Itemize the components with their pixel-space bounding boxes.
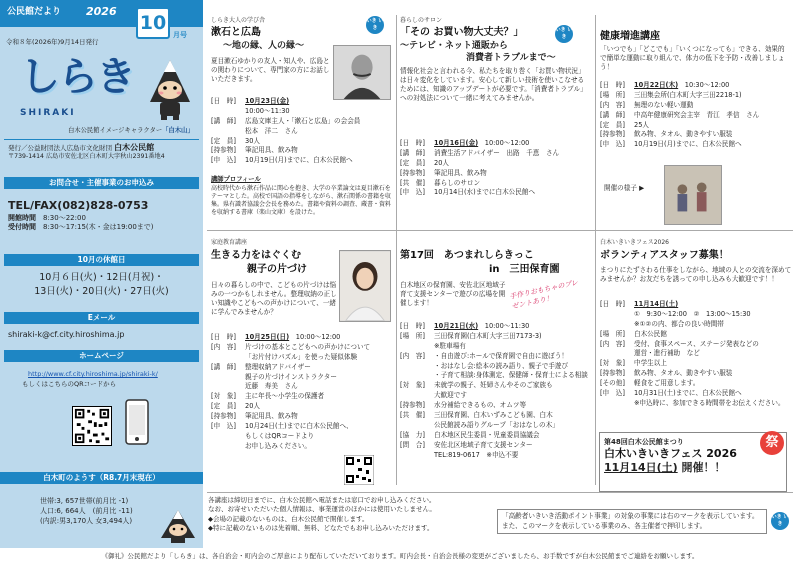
volunteer-title: ボランティアスタッフ募集！ — [600, 250, 729, 261]
publisher-line: 発行／公益財団法人広島市文化財団 — [8, 144, 112, 152]
detail-value: 片づけの基本とこどもへの声かけについて — [245, 342, 371, 351]
holidays-line2: 13日(火)・20日(火)・27日(火) — [34, 286, 169, 298]
mascot-name: 「白木山」 — [162, 127, 194, 134]
detail-value: ・子育て相談:身体測定、保健師・保育士による相談 — [434, 371, 588, 380]
detail-value: 中学生以上 — [634, 359, 667, 368]
detail-value: 親子の片づけインストラクター — [245, 372, 337, 381]
detail-row — [600, 349, 795, 359]
detail-key: [講 師] — [400, 148, 425, 157]
detail-row — [211, 402, 396, 412]
badge-text: いき いき — [555, 27, 573, 40]
badge-text: いき いき — [771, 514, 789, 527]
detail-row — [600, 140, 795, 150]
lecture-details — [211, 97, 396, 166]
gathering-details — [400, 322, 595, 460]
detail-row — [600, 359, 795, 369]
salon-subtitle1: ～テレビ・ネット通販から — [400, 41, 508, 51]
detail-value: 筆記用具、飲み物 — [434, 168, 487, 177]
lecture-desc: 夏目漱石ゆかりの友人・知人や、広島との関わりについて、専門家の方にお話しいただきます。 — [211, 57, 330, 83]
detail-key: [持参物] — [400, 168, 425, 177]
detail-value: 三田集会所(白木町大字三田2218-1) — [634, 90, 742, 99]
holiday-bar: 10月の休館日 — [4, 254, 199, 266]
detail-key: [場 所] — [600, 329, 625, 338]
logo — [14, 52, 194, 122]
ikiiki-badge-icon — [771, 512, 789, 530]
detail-value: 10月24日(土)までに白木公民館へ、 — [245, 422, 353, 431]
parenting-label: 家庭教育講座 — [211, 239, 248, 246]
town-households: 世帯:3, 657世帯(前月比 -1) — [40, 497, 129, 505]
detail-value: 10月19日(月)までに、白木公民館へ — [245, 156, 353, 165]
detail-key: [内 容] — [600, 100, 625, 109]
detail-value: ・自由遊び:ホールで保育園で自由に遊ぼう！ — [434, 351, 568, 360]
detail-row — [400, 391, 595, 401]
salon-label: 暮らしのサロン — [400, 17, 443, 24]
detail-row — [400, 332, 595, 342]
parenting-details — [211, 333, 396, 452]
detail-value: 消費生活アドバイザー 出路 千恵 さん — [434, 148, 560, 157]
detail-value: 軽食をご用意します。 — [634, 379, 700, 388]
detail-row — [400, 362, 595, 372]
detail-row — [600, 369, 795, 379]
detail-value: 近藤 寿美 さん — [245, 382, 298, 391]
detail-value: 松本 洋二 さん — [245, 126, 298, 135]
mascot-small-icon — [158, 508, 198, 544]
detail-value: 10月16日(金) — [434, 139, 479, 147]
detail-value-extra: 10:00～12:00 — [289, 333, 341, 341]
detail-row — [600, 101, 795, 111]
detail-row — [600, 300, 795, 310]
detail-value-extra: 10:00～11:30 — [478, 322, 530, 330]
detail-value: 10月25日(日) — [245, 333, 290, 341]
detail-row — [400, 322, 595, 332]
publisher-address: 〒739-1414 広島市安佐北区白木町大字秋山2391番地4 — [8, 153, 165, 160]
detail-value: 安佐北区地域子育て支援センター — [434, 440, 533, 449]
detail-value: 三田保育園(白木町大字三田7173-3) — [434, 331, 542, 340]
detail-row — [600, 330, 795, 340]
detail-key: [日 時] — [600, 300, 625, 308]
badge-text: いき いき — [366, 18, 384, 31]
smartphone-icon — [122, 398, 152, 448]
detail-key: [対 象] — [600, 359, 625, 368]
detail-key: [講 師] — [211, 362, 236, 371]
detail-key: [問 合] — [400, 440, 425, 449]
open-time: 8:30～22:00 — [43, 214, 86, 222]
detail-row — [600, 379, 795, 389]
detail-row — [211, 333, 396, 343]
mascot-icon — [146, 56, 194, 122]
detail-row — [400, 149, 595, 159]
detail-row — [211, 353, 396, 363]
detail-value: 中高年健康研究会主宰 青江 孝信 さん — [634, 110, 760, 119]
detail-value: ※申込時に、参加できる時間帯をお伝えください。 — [634, 398, 785, 407]
notice-line: 各講座は締切日までに、白木公民館へ電話または窓口でお申し込みください。 — [208, 496, 436, 504]
festival-content — [604, 438, 774, 475]
logo-text: しらき — [20, 54, 134, 100]
festival-date: 11月14日(土) — [604, 461, 678, 475]
detail-key: [定 員] — [400, 158, 425, 167]
logo-romaji: SHIRAKI — [20, 108, 76, 118]
detail-value: 10月21日(水) — [434, 322, 479, 330]
detail-key: [日 時] — [400, 139, 425, 147]
photo-caption: 開催の様子 ▶ — [604, 184, 645, 192]
detail-value: 30人 — [245, 136, 260, 145]
detail-row — [400, 381, 595, 391]
portrait-icon — [340, 251, 390, 321]
lecture-subtitle: ～地の縁、人の縁～ — [223, 41, 305, 51]
detail-key: [申 込] — [600, 389, 625, 398]
festival-suffix: 開催！！ — [681, 461, 726, 475]
detail-key: [場 所] — [600, 90, 625, 99]
portrait-icon — [334, 46, 390, 99]
detail-key: [その他] — [600, 379, 625, 388]
town-population: 人口:6, 664人 (前月比 -11) — [40, 506, 133, 515]
parenting-portrait — [339, 250, 391, 322]
open-label: 開館時間 — [8, 214, 36, 222]
photo-caption-text: 開催の様子 — [604, 184, 637, 192]
detail-value: 無理のない軽い運動 — [634, 100, 694, 109]
detail-row — [211, 392, 396, 402]
row-divider — [207, 230, 793, 231]
salon-subtitle2: 消費者トラブルまで～ — [466, 53, 556, 63]
detail-value: 白木公民館 — [634, 329, 667, 338]
detail-value: 11月14日(土) — [634, 300, 679, 308]
detail-value: お申し込みください。 — [245, 441, 311, 450]
detail-key: [共 催] — [400, 178, 425, 187]
issued-date: 令和８年(2026年)9月14日発行 — [6, 38, 99, 46]
health-photo — [664, 165, 722, 225]
detail-key: [講 師] — [600, 110, 625, 119]
detail-key: [協 力] — [400, 430, 425, 439]
newsletter-name: 公民館だより — [7, 7, 62, 17]
town-stats — [40, 497, 133, 526]
lecture-title: 漱石と広島 — [211, 27, 261, 38]
salon-details — [400, 139, 595, 198]
detail-row — [600, 399, 795, 409]
detail-value: 飲み物、タオル、動きやすい服装 — [634, 130, 733, 139]
lecture-portrait — [333, 45, 391, 100]
detail-value: 未就学の親子、妊婦さんやそのご家族も — [434, 381, 553, 390]
detail-row — [211, 363, 396, 373]
detail-value: 公民館読み語りグループ「おはなしの木」 — [434, 420, 559, 429]
profile-title: 講師プロフィール — [211, 176, 261, 183]
detail-key: [持参物] — [400, 401, 425, 410]
detail-row — [211, 432, 396, 442]
detail-key: [申 込] — [600, 140, 625, 149]
detail-row — [211, 412, 396, 422]
town-bar: 白木町のようす（R8.7月末現在） — [0, 472, 203, 484]
detail-row — [400, 441, 595, 451]
qr-code-icon[interactable] — [344, 455, 374, 485]
detail-key: [申 込] — [400, 188, 425, 197]
detail-row — [211, 343, 396, 353]
detail-value: 大歓迎です — [434, 391, 467, 400]
month-label: 月号 — [173, 31, 187, 39]
row-divider — [207, 492, 793, 493]
health-desc: 「いつでも」「どこでも」「いくつになっても」できる、効果的で簡単な運動に取り組んで、体力の低下を予防・改善しましょう！ — [600, 45, 785, 71]
detail-key: [講 師] — [211, 116, 236, 125]
detail-row — [400, 421, 595, 431]
detail-row — [400, 179, 595, 189]
detail-row — [600, 81, 795, 91]
publisher — [8, 143, 154, 153]
mascot-caption — [68, 127, 194, 135]
publisher-name: 白木公民館 — [114, 143, 155, 152]
detail-row — [211, 373, 396, 383]
detail-key: [持参物] — [600, 369, 625, 378]
detail-value: ・おはなし会:絵本の読み語り、親子で手遊び — [434, 361, 569, 370]
detail-row — [600, 389, 795, 399]
header-year: 2026 — [86, 5, 117, 18]
detail-value: 筆記用具、飲み物 — [245, 412, 298, 421]
mascot-caption-prefix: 白木公民館イメージキャラクター — [68, 127, 163, 134]
detail-value: 水分補給できるもの、オムツ等 — [434, 401, 527, 410]
holidays-line1: 10月６日(火)・12日(月祝)・ — [39, 272, 164, 283]
detail-value: 25人 — [634, 120, 649, 129]
detail-key: [内 容] — [400, 351, 425, 360]
volunteer-desc: まつりにたずさわる仕事をしながら、地域の人との交流を深めてみませんか？お友だちを誘っての申し込みも大歓迎です！！ — [600, 266, 792, 283]
detail-key: [持参物] — [211, 146, 236, 155]
detail-value: 10:00～11:30 — [245, 106, 290, 115]
holidays — [8, 271, 195, 300]
detail-value: 20人 — [434, 158, 449, 167]
detail-key: [対 象] — [400, 381, 425, 390]
detail-value: 10月22日(木) — [634, 81, 679, 89]
detail-row — [211, 117, 396, 127]
parenting-title2: 親子の片づけ — [247, 264, 307, 275]
gathering-title2: in 三田保育園 — [489, 264, 560, 275]
qr-code-icon[interactable] — [72, 406, 112, 446]
divider — [4, 139, 199, 140]
detail-row — [211, 442, 396, 452]
detail-row — [400, 401, 595, 411]
detail-value: 整理収納アドバイザー — [245, 362, 311, 371]
detail-row — [400, 431, 595, 441]
homepage-bar: ホームページ — [4, 350, 199, 362]
detail-row — [211, 137, 396, 147]
lecture-label: しらき大人の学び舎 — [211, 17, 266, 24]
notice-line: ◆会場の記載のないものは、白木公民館で開催します。 — [208, 514, 369, 523]
detail-value: TEL:819-0617 ※申込不要 — [434, 450, 519, 459]
hours — [8, 214, 154, 232]
notice-line: なお、お寄せいただいた個人情報は、事業運営のほかには使用いたしません。 — [208, 505, 436, 514]
detail-row — [600, 91, 795, 101]
detail-value: 10月23日(金) — [245, 97, 290, 105]
detail-key: [持参物] — [211, 412, 236, 421]
detail-value: 主に年長～小学生の保護者 — [245, 392, 325, 401]
detail-value: 10月19日(月)までに、白木公民館へ — [634, 140, 742, 149]
profile-text: 高校時代から漱石作品に関心を抱き、大学の卒業論文は夏目漱石をテーマとした。高校で国語の指導をしながら、漱石関係の書籍を収集。県有識者協議会会長を務めた。書籍や資料の調査、蔵書・資料を収納する書庫（楽山文庫）を設けた。 — [211, 185, 392, 217]
detail-key: [内 容] — [600, 339, 625, 348]
detail-value: ※①②の内、都合の良い時間帯 — [634, 319, 724, 328]
detail-key: [内 容] — [211, 342, 236, 351]
detail-row — [600, 320, 795, 330]
detail-row — [600, 111, 795, 121]
footer: 《御礼》公民館だより「しらき」は、各自治会・町内会のご厚意により配布していただいております。町内会長・自治会長様の変更がございましたら、お手数ですが白木公民館までご連絡をお願いします。 — [101, 552, 699, 560]
detail-row — [600, 121, 795, 131]
detail-row — [211, 97, 396, 107]
detail-key: [場 所] — [400, 331, 425, 340]
detail-value: 10月31日(土)までに、白木公民館へ — [634, 389, 742, 398]
detail-key: [申 込] — [211, 422, 236, 431]
parenting-title1: 生きる力をはぐくむ — [211, 250, 301, 261]
festival-title: 白木いきいきフェス 2026 — [604, 446, 737, 460]
month-number: 10 — [136, 7, 170, 39]
detail-key: [申 込] — [211, 156, 236, 165]
detail-row — [211, 107, 396, 117]
detail-value: 「お片付けパズル」を使った疑似体験 — [245, 352, 358, 361]
detail-row — [211, 382, 396, 392]
detail-value: 白木地区民生委員・児童委員協議会 — [434, 430, 540, 439]
parenting-desc: 日々の暮らしの中で、こどもの片づけは悩みの一つかもしれません。整理収納の正しい知識やこどもへの声かけについて、一緒に学んでみませんか？ — [211, 281, 337, 316]
volunteer-details — [600, 300, 795, 409]
point-notice: 「高齢者いきいき活動ポイント事業」の対象の事業には右のマークを表示しています。また、このマークを表示している事業のみ、各主催者で押印します。 — [497, 509, 767, 534]
detail-row — [400, 139, 595, 149]
email-bar: Eメール — [4, 312, 199, 324]
detail-key: [対 象] — [211, 392, 236, 401]
detail-row — [211, 127, 396, 137]
detail-row — [600, 340, 795, 350]
detail-row — [400, 159, 595, 169]
detail-row — [400, 352, 595, 362]
gathering-desc: 白木地区の保育園、安佐北区地域子育て支援センターで遊びの広場を開催します！ — [400, 281, 506, 307]
detail-row — [211, 156, 396, 166]
homepage-link[interactable]: http://www.cf.city.hiroshima.jp/shiraki-k/ — [28, 370, 158, 378]
detail-key: [日 時] — [400, 322, 425, 330]
email-address[interactable]: shiraki-k@cf.city.hiroshima.jp — [8, 330, 125, 339]
detail-value: 運営・進行補助 など — [634, 349, 700, 358]
detail-value: もしくはQRコードより — [245, 431, 315, 440]
detail-row — [400, 169, 595, 179]
detail-row — [400, 188, 595, 198]
detail-value: 三田保育園、白木いずみこども園、白木 — [434, 411, 553, 420]
detail-row — [600, 310, 795, 320]
salon-title: 「その お買い物大丈夫？」 — [400, 27, 524, 38]
column-divider — [396, 15, 397, 485]
detail-key: [日 時] — [211, 333, 236, 341]
notice-line: ◆特に記載のないものは先着順、無料、どなたでもお申し込みいただけます。 — [208, 524, 434, 533]
detail-value: 10月14日(水)までに白木公民館へ — [434, 188, 536, 197]
detail-key: [持参物] — [600, 130, 625, 139]
tel-fax: TEL/FAX(082)828-0753 — [8, 199, 149, 212]
detail-value-extra: 10:00～12:00 — [478, 139, 530, 147]
qr-note: もしくはこちらのQRコードから — [22, 380, 117, 388]
detail-value: 筆記用具、飲み物 — [245, 146, 298, 155]
detail-row — [600, 130, 795, 140]
handwritten-note: 手作りおもちゃのプレゼントあり！ — [508, 278, 579, 311]
salon-desc: 情報化社会と言われる今、私たちを取り巻く「お買い物状況」は日々変化をしています。安心して新しい技術を使いこなせるためには、知識のアップデートが必要です。「消費者トラブル」への対処法について一緒に考えてみませんか。 — [400, 67, 587, 102]
festival-icon: 祭 — [760, 431, 784, 455]
detail-row — [211, 146, 396, 156]
column-divider — [595, 15, 596, 485]
exercise-photo-icon — [665, 166, 721, 224]
detail-row — [400, 342, 595, 352]
detail-value-extra: 10:30～12:00 — [678, 81, 730, 89]
festival-box — [599, 432, 787, 492]
detail-value: 広島文庫主人・「漱石と広島」の会会員 — [245, 116, 361, 125]
contact-bar: お問合せ・主催事業のお申込み — [4, 177, 199, 189]
detail-key: [定 員] — [211, 136, 236, 145]
detail-value: ① 9:30～12:00 ② 13:00～15:30 — [634, 309, 751, 318]
detail-key: [共 催] — [400, 411, 425, 420]
detail-value: 受付、食事スペース、ステージ発表などの — [634, 339, 759, 348]
gathering-title1: 第17回 あつまれしらきっこ — [400, 250, 534, 261]
detail-row — [400, 451, 595, 461]
health-title: 健康増進講座 — [600, 31, 660, 42]
recv-time: 8:30～17:15(木・金は19:00まで) — [43, 222, 154, 231]
detail-value: 暮らしのサロン — [434, 178, 481, 187]
detail-row — [400, 371, 595, 381]
detail-row — [211, 422, 396, 432]
detail-row — [400, 411, 595, 421]
town-gender: (内訳:男3,170人 女3,494人) — [40, 516, 133, 525]
detail-key: [日 時] — [600, 81, 625, 89]
festival-label: 第48回白木公民館まつり — [604, 438, 684, 446]
detail-key: [定 員] — [211, 402, 236, 411]
detail-value: 飲み物、タオル、動きやすい服装 — [634, 369, 733, 378]
ikiiki-badge-icon — [366, 16, 384, 34]
health-details — [600, 81, 795, 150]
volunteer-label: 白木いきいきフェス2026 — [600, 239, 669, 246]
detail-key: [定 員] — [600, 120, 625, 129]
detail-value: 20人 — [245, 402, 260, 411]
detail-key: [日 時] — [211, 97, 236, 105]
detail-value: ※駐車場有 — [434, 341, 466, 350]
recv-label: 受付時間 — [8, 222, 36, 231]
ikiiki-badge-icon — [555, 25, 573, 43]
